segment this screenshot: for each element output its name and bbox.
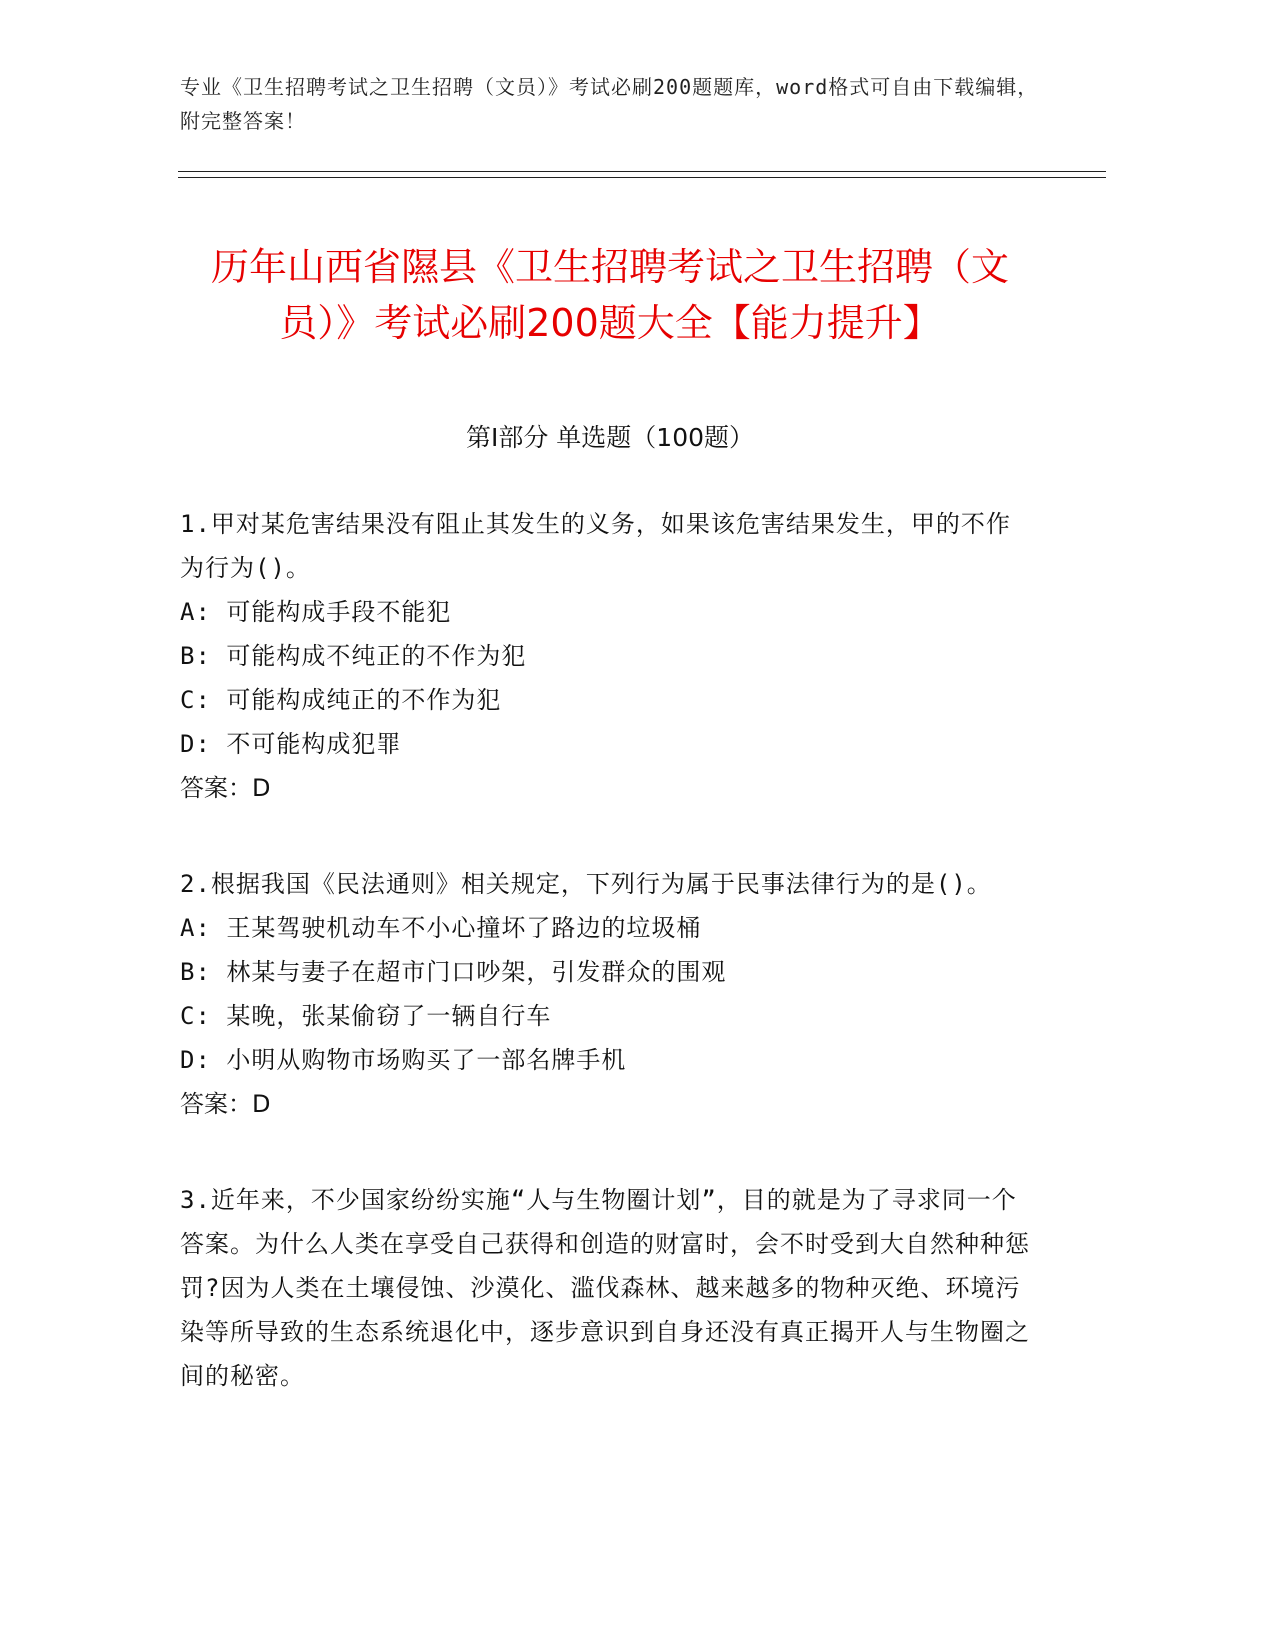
option-d: D: 小明从购物市场购买了一部名牌手机 (180, 1046, 627, 1074)
answer-label: 答案：D (180, 774, 271, 802)
document-title: 历年山西省隰县《卫生招聘考试之卫生招聘（文员）》考试必刷200题大全【能力提升】 (210, 245, 1009, 346)
header-divider-bottom (178, 177, 1106, 178)
question-1 (180, 502, 1030, 810)
option-c: C: 可能构成纯正的不作为犯 (180, 686, 502, 714)
header-note: 专业《卫生招聘考试之卫生招聘（文员）》考试必刷200题题库，word格式可自由下载编辑，附完整答案！ (180, 75, 1039, 133)
question-stem: 1.甲对某危害结果没有阻止其发生的义务，如果该危害结果发生，甲的不作为行为()。 (180, 510, 1011, 582)
option-d: D: 不可能构成犯罪 (180, 730, 402, 758)
question-stem: 3.近年来，不少国家纷纷实施“人与生物圈计划”，目的就是为了寻求同一个答案。为什么人类在享受自己获得和创造的财富时，会不时受到大自然种种惩罚?因为人类在土壤侵蚀、沙漠化、滥伐森林、越来越多的物种灭绝、环境污染等所导致的生态系统退化中，逐步意识到自身还没有真正揭开人与生物圈之间的秘密。 (180, 1186, 1030, 1390)
question-2 (180, 862, 1030, 1126)
question-stem: 2.根据我国《民法通则》相关规定，下列行为属于民事法律行为的是()。 (180, 870, 992, 898)
section-heading: 第I部分 单选题（100题） (465, 423, 755, 452)
option-a: A: 可能构成手段不能犯 (180, 598, 452, 626)
option-c: C: 某晚，张某偷窃了一辆自行车 (180, 1002, 552, 1030)
option-a: A: 王某驾驶机动车不小心撞坏了路边的垃圾桶 (180, 914, 702, 942)
option-b: B: 可能构成不纯正的不作为犯 (180, 642, 527, 670)
question-3 (180, 1178, 1030, 1398)
answer-label: 答案：D (180, 1090, 271, 1118)
option-b: B: 林某与妻子在超市门口吵架，引发群众的围观 (180, 958, 727, 986)
question-list (180, 502, 1030, 1450)
header-divider-top (178, 171, 1106, 172)
